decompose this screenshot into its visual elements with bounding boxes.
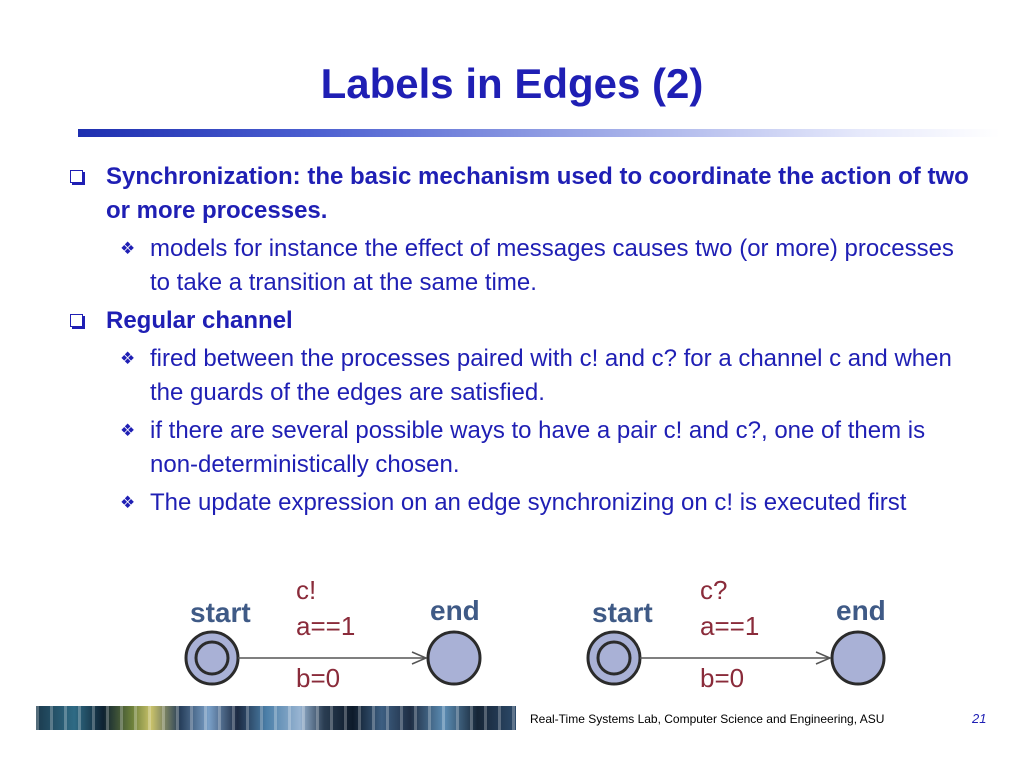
bullet-text: Regular channel <box>106 307 293 334</box>
sub-bullet-text: if there are several possible ways to have a pair c! and c?, one of them is non-deterministically chosen. <box>150 417 926 478</box>
update-label: b=0 <box>700 663 745 693</box>
sub-bullet-text: models for instance the effect of messages causes two (or more) processes to take a transition at the same time. <box>150 235 954 296</box>
start-state-inner <box>196 642 228 674</box>
slide-body <box>68 160 978 524</box>
end-state-label: end <box>836 595 886 626</box>
start-state-label: start <box>592 597 653 628</box>
four-diamond-icon: ❖ <box>120 421 136 440</box>
sync-label: c? <box>700 575 728 605</box>
slide-title: Labels in Edges (2) <box>320 60 704 107</box>
four-diamond-icon: ❖ <box>120 239 136 258</box>
sub-bullet-update-expression <box>68 486 978 520</box>
automaton-sender <box>180 570 510 700</box>
bullet-synchronization <box>68 160 978 228</box>
sub-bullet-messages <box>68 232 978 300</box>
four-diamond-icon: ❖ <box>120 493 136 512</box>
bullet-regular-channel <box>68 304 978 338</box>
end-state <box>428 632 480 684</box>
sub-bullet-text: The update expression on an edge synchronizing on c! is executed first <box>150 489 907 516</box>
four-diamond-icon: ❖ <box>120 349 136 368</box>
guard-label: a==1 <box>700 611 760 641</box>
sub-bullet-text: fired between the processes paired with c! and c? for a channel c and when the guards of the edges are satisfied. <box>150 345 952 406</box>
sub-bullet-fired <box>68 342 978 410</box>
sub-bullet-nondeterministic <box>68 414 978 482</box>
sync-label: c! <box>296 575 317 605</box>
hollow-square-icon <box>70 170 83 183</box>
start-state-inner <box>598 642 630 674</box>
end-state-label: end <box>430 595 480 626</box>
guard-label: a==1 <box>296 611 356 641</box>
update-label: b=0 <box>296 663 341 693</box>
title-underline <box>78 129 1000 137</box>
hollow-square-icon <box>70 314 83 327</box>
automaton-receiver <box>584 570 914 700</box>
end-state <box>832 632 884 684</box>
start-state-label: start <box>190 597 251 628</box>
bullet-text: Synchronization: the basic mechanism used to coordinate the action of two or more processes. <box>106 163 969 224</box>
footer-circuit-banner <box>36 706 516 730</box>
page-number: 21 <box>972 711 987 726</box>
footer-affiliation: Real-Time Systems Lab, Computer Science and Engineering, ASU <box>530 712 885 726</box>
